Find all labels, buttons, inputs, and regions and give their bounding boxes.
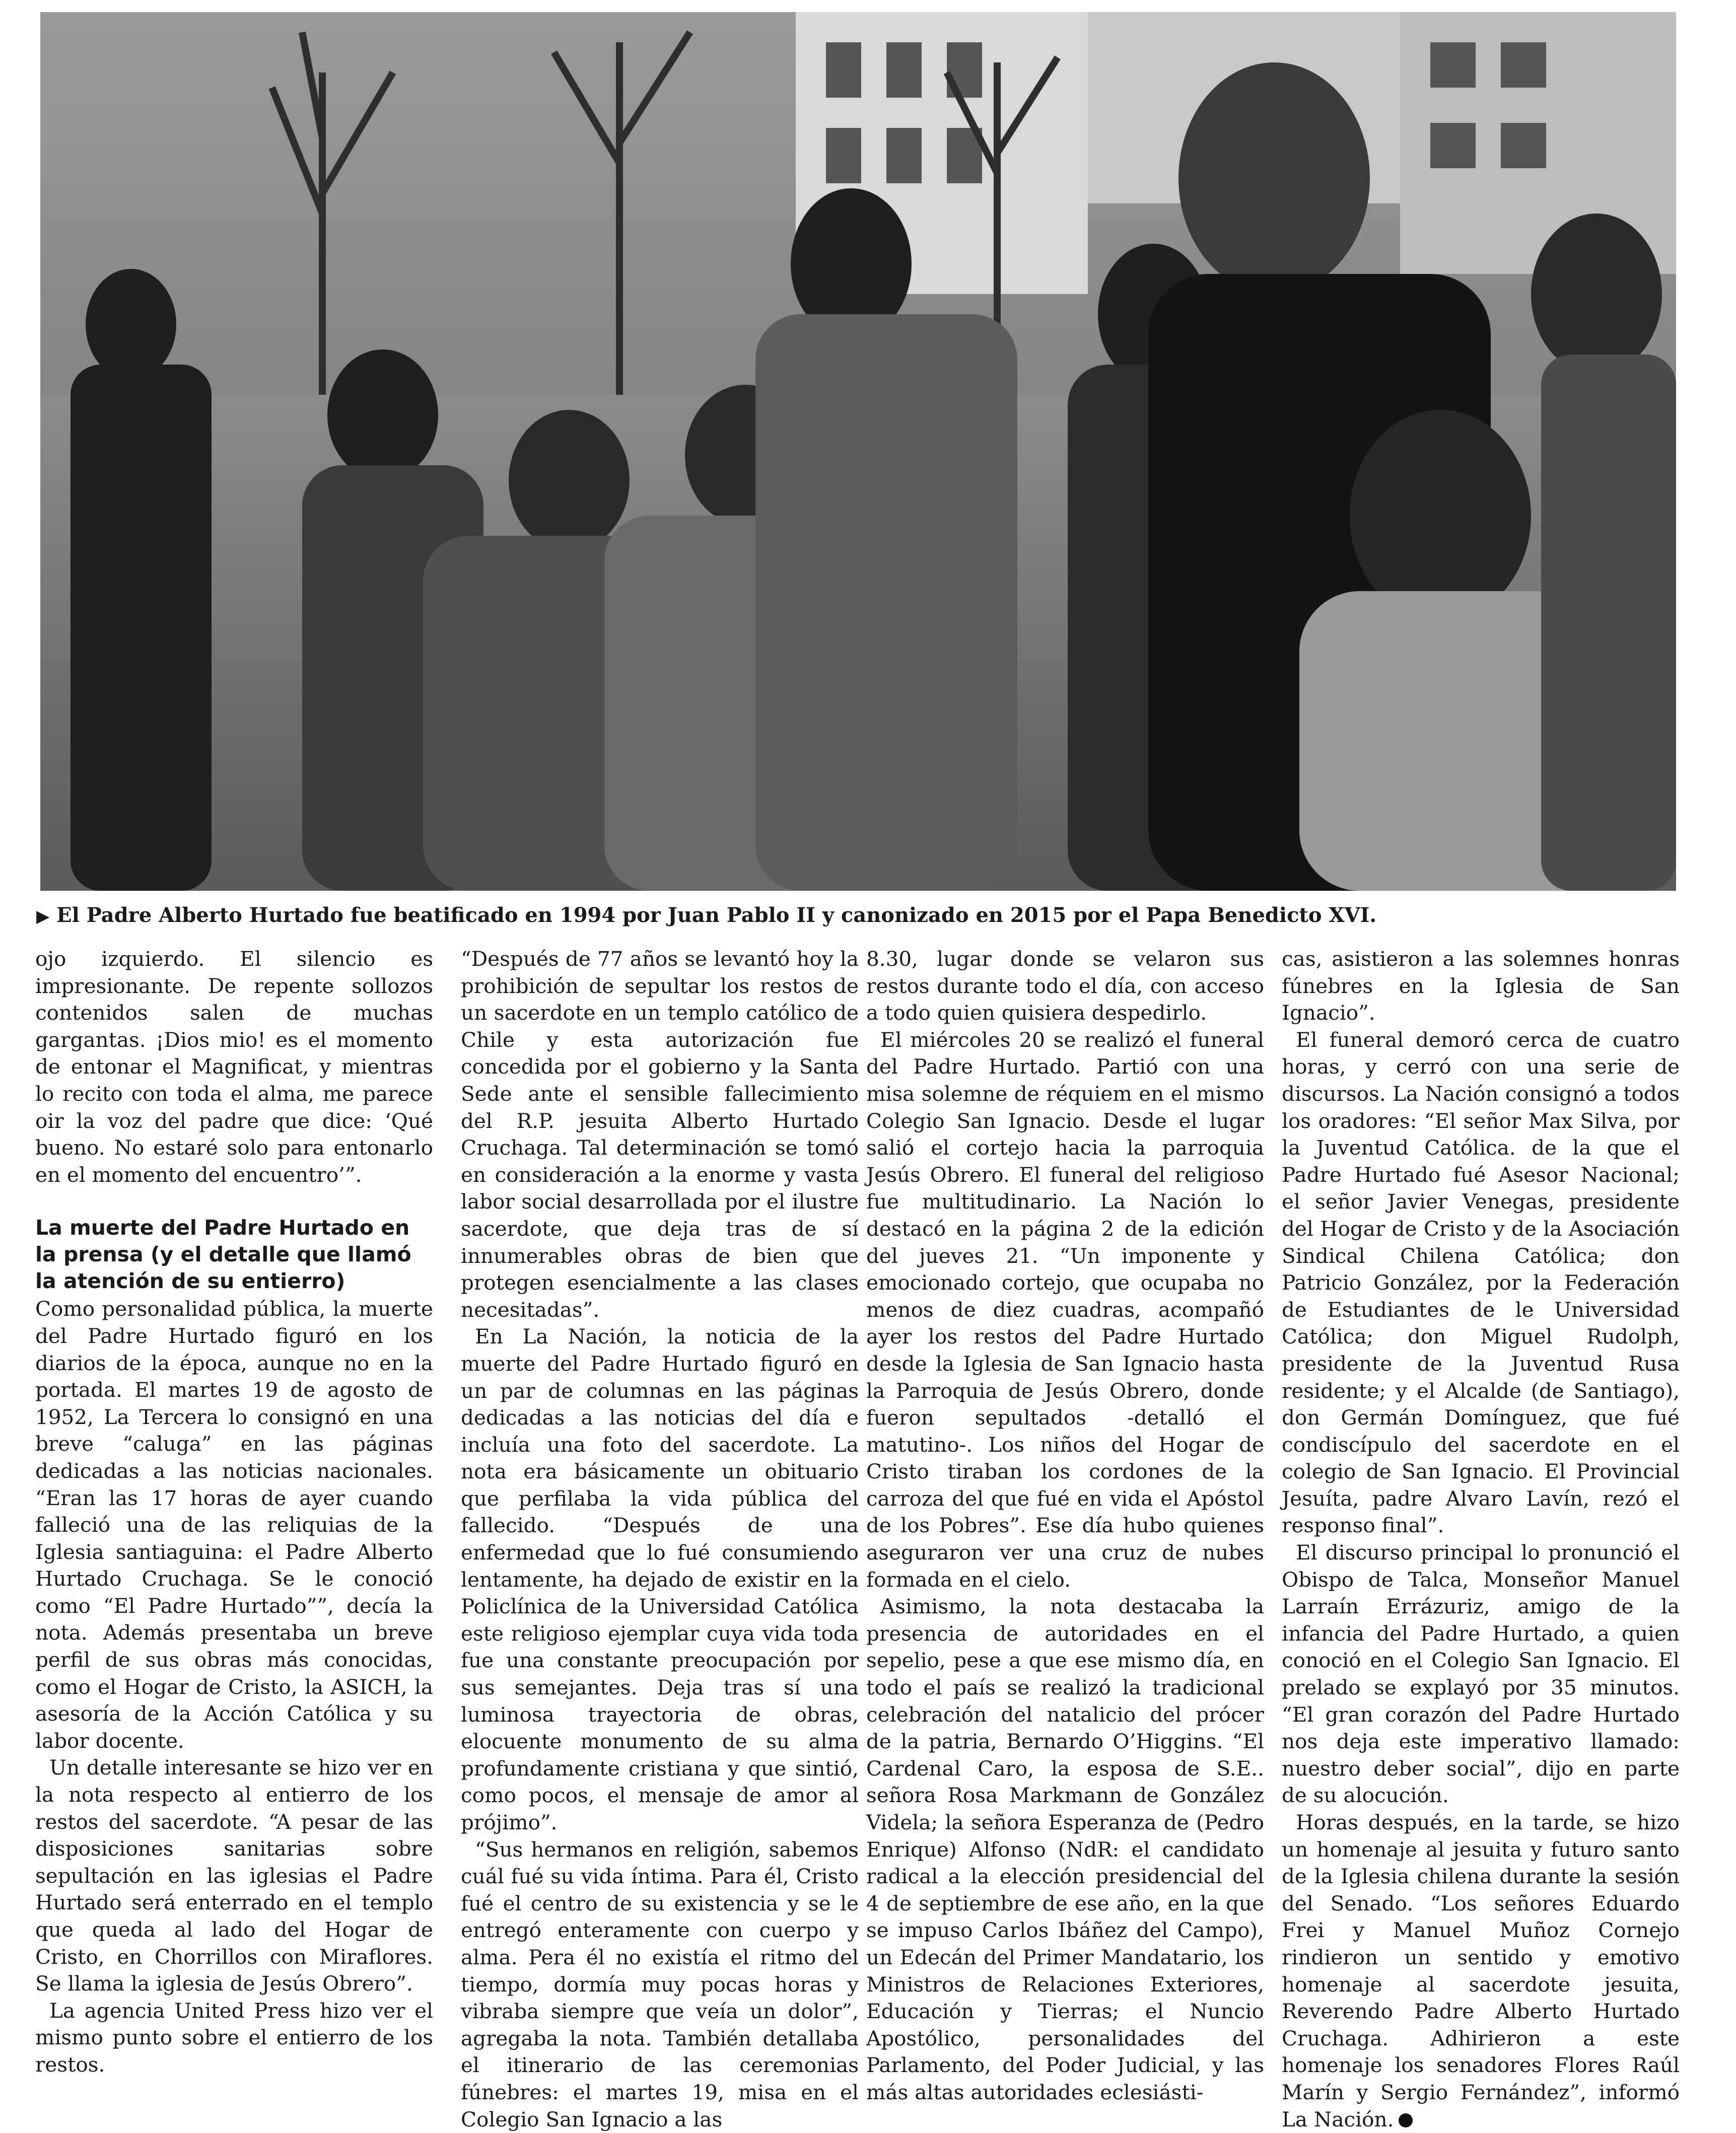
article-column-4 [1282, 946, 1680, 2131]
paragraph: ojo izquierdo. El silencio es impresionante. De repente sollozos contenidos salen de muchas gargantas. ¡Dios mio! es el momento de entonar el Magnificat, y mientras lo recito con toda el alma, me parece oir la voz del padre que dice: ‘Qué bueno. No estaré solo para entonarlo en el momento del encuentro’”. [35, 947, 433, 1187]
paragraph: Asimismo, la nota destacaba la presencia de autoridades en el sepelio, pese a que ese mismo día, en todo el país se realizó la tradicional celebración del natalicio del prócer de la patria, Bernardo O’Higgins. “El Cardenal Caro, la esposa de S.E.. señora Rosa Markmann de González Videla; la señora Esperanza de (Pedro Enrique) Alfonso (NdR: el candidato radical a la elección presidencial del 4 de septiembre de ese año, en la que se impuso Carlos Ibáñez del Campo), un Edecán del Primer Mandatario, los Ministros de Relaciones Exteriores, Educación y Tierras; el Nuncio Apostólico, personalidades del Parlamento, del Poder Judicial, y las más altas autoridades eclesiásti- [866, 1594, 1264, 2104]
paragraph: Como personalidad pública, la muerte del Padre Hurtado figuró en los diarios de la época, aunque no en la portada. El martes 19 de agosto de 1952, La Tercera lo consignó en una breve “caluga” en las páginas dedicadas a las noticias nacionales. “Eran las 17 horas de ayer cuando falleció una de las reliquias de la Iglesia santiaguina: el Padre Alberto Hurtado Cruchaga. Se le conoció como “El Padre Hurtado””, decía la nota. Además presentaba un breve perfil de sus obras más conocidas, como el Hogar de Cristo, la ASICH, la asesoría de la Acción Católica y su labor docente. [35, 1297, 433, 1753]
paragraph: El funeral demoró cerca de cuatro horas, y cerró con una serie de discursos. La Nación consignó a todos los oradores: “El señor Max Silva, por la Juventud Católica. de la que el Padre Hurtado fué Asesor Nacional; el señor Javier Venegas, presidente del Hogar de Cristo y de la Asociación Sindical Chilena Católica; don Patricio González, por la Federación de Estudiantes de le Universidad Católica; don Miguel Rudolph, presidente de la Juventud Rusa residente; y el Alcalde (de Santiago), don Germán Domínguez, que fué condiscípulo del sacerdote en el colegio de San Ignacio. El Provincial Jesuíta, padre Alvaro Lavín, rezó el responso final”. [1282, 1027, 1680, 1538]
paragraph: cas, asistieron a las solemnes honras fúnebres en la Iglesia de San Ignacio”. [1282, 947, 1680, 1025]
article-column-3 [866, 946, 1264, 2104]
paragraph: “Sus hermanos en religión, sabemos cuál fué su vida íntima. Para él, Cristo fué el centro de su existencia y se le entregó enteramente con cuerpo y alma. Pera él no existía el ritmo del tiempo, dormía muy pocas horas y vibraba siempre que veía un dolor”, agregaba la nota. También detallaba el itinerario de las ceremonias fúnebres: el martes 19, misa en el Colegio San Ignacio a las [461, 1837, 859, 2131]
caption-text: El Padre Alberto Hurtado fue beatificado en 1994 por Juan Pablo II y canonizado en 2015 por el Papa Benedicto XVI. [56, 903, 1377, 927]
paragraph: El discurso principal lo pronunció el Obispo de Talca, Monseñor Manuel Larraín Errázuriz, amigo de la infancia del Padre Hurtado, a quien conoció en el Colegio San Ignacio. El prelado se explayó por 35 minutos. “El gran corazón del Padre Hurtado nos deja este imperativo llamado: nuestro deber social”, dijo en parte de su alocución. [1282, 1540, 1680, 1808]
paragraph: El miércoles 20 se realizó el funeral del Padre Hurtado. Partió con una misa solemne de réquiem en el mismo Colegio San Ignacio. Desde el lugar salió el cortejo hacia la parroquia Jesús Obrero. El funeral del religioso fue multitudinario. La Nación lo destacó en la página 2 de la edición del jueves 21. “Un imponente y emocionado cortejo, que ocupaba no menos de diez cuadras, acompañó ayer los restos del Padre Hurtado desde la Iglesia de San Ignacio hasta la Parroquia de Jesús Obrero, donde fueron sepultados -detalló el matutino-. Los niños del Hogar de Cristo tiraban los cordones de la carroza del que fué en vida el Apóstol de los Pobres”. Ese día hubo quienes aseguraron ver una cruz de nubes formada en el cielo. [866, 1027, 1264, 1592]
paragraph: 8.30, lugar donde se velaron sus restos durante todo el día, con acceso a todo quien quisiera despedirlo. [866, 947, 1264, 1025]
article-column-1 [35, 946, 433, 2077]
paragraph: Un detalle interesante se hizo ver en la nota respecto al entierro de los restos del sacerdote. “A pesar de las disposiciones sanitarias sobre sepultación en las iglesias el Padre Hurtado será enterrado en el templo que queda al lado del Hogar de Cristo, en Chorrillos con Miraflores. Se llama la iglesia de Jesús Obrero”. [35, 1755, 433, 1996]
article-column-2 [461, 946, 859, 2131]
article-photo [40, 12, 1676, 891]
photo-caption [36, 900, 1678, 931]
paragraph: “Después de 77 años se levantó hoy la prohibición de sepultar los restos de un sacerdote en un templo católico de Chile y esta autorización fue concedida por el gobierno y la Santa Sede ante el sensible fallecimiento del R.P. jesuita Alberto Hurtado Cruchaga. Tal determinación se tomó en consideración a la enorme y vasta labor social desarrollada por el ilustre sacerdote, que deja tras de sí innumerables obras de bien que protegen esencialmente a las clases necesitadas”. [461, 947, 859, 1322]
caption-arrow-icon: ▶ [36, 906, 50, 927]
paragraph: La agencia United Press hizo ver el mismo punto sobre el entierro de los restos. [35, 1998, 433, 2077]
section-subheading: La muerte del Padre Hurtado en la prensa (y el detalle que llamó la atención de su entierro) [35, 1216, 411, 1294]
spacer [35, 1188, 433, 1215]
paragraph [1282, 1809, 1680, 2133]
paragraph-text: Horas después, en la tarde, se hizo un homenaje al jesuita y futuro santo de la Iglesia chilena durante la sesión del Senado. “Los señores Eduardo Frei y Manuel Muñoz Cornejo rindieron un sentido y emotivo homenaje al sacerdote jesuita, Reverendo Padre Alberto Hurtado Cruchaga. Adhirieron a este homenaje los senadores Flores Raúl Marín y Sergio Fernández”, informó La Nación. [1282, 1810, 1680, 2131]
end-of-article-icon [1399, 2113, 1413, 2127]
paragraph: En La Nación, la noticia de la muerte del Padre Hurtado figuró en un par de columnas en las páginas dedicadas a las noticias del día e incluía una foto del sacerdote. La nota era básicamente un obituario que perfilaba la vida pública del fallecido. “Después de una enfermedad que lo fué consumiendo lentamente, ha dejado de existir en la Policlínica de la Universidad Católica este religioso ejemplar cuya vida toda fue una constante preocupación por sus semejantes. Deja tras sí una luminosa trayectoria de obras, elocuente monumento de su alma profundamente cristiana y que sintió, como pocos, el mensaje de amor al prójimo”. [461, 1324, 859, 1834]
photo-illustration [40, 12, 1676, 891]
